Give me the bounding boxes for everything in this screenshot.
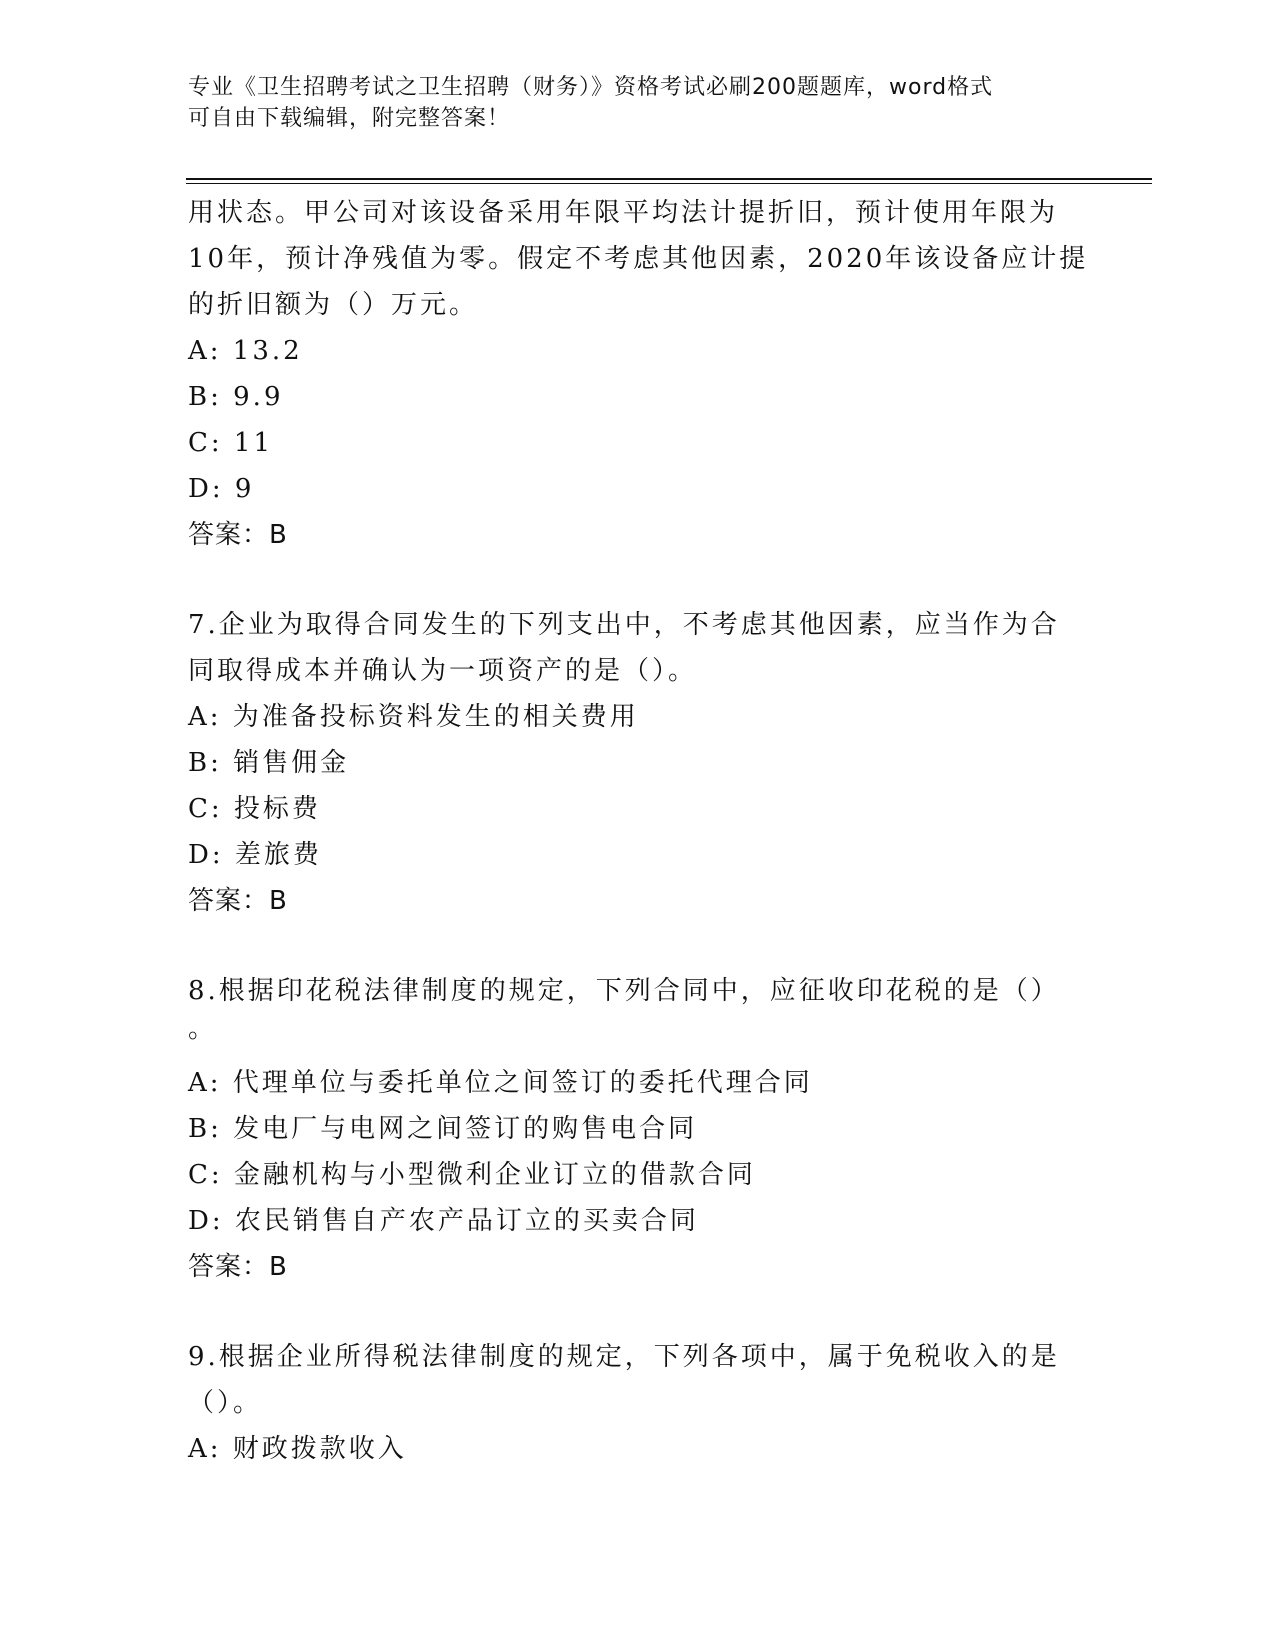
option-d: D: 9 <box>188 474 255 504</box>
option-a: A: 为准备投标资料发生的相关费用 <box>188 702 639 732</box>
question-text-line: （）。 <box>188 1388 263 1418</box>
option-d: D: 农民销售自产农产品订立的买卖合同 <box>188 1206 699 1236</box>
option-c: C: 金融机构与小型微利企业订立的借款合同 <box>188 1160 756 1190</box>
option-c: C: 11 <box>188 428 274 458</box>
option-a: A: 代理单位与委托单位之间签订的委托代理合同 <box>188 1068 813 1098</box>
spacer <box>188 924 1088 968</box>
option-a: A: 13.2 <box>188 336 303 366</box>
question-text-line: 10年，预计净残值为零。假定不考虑其他因素，2020年该设备应计提 <box>188 244 1089 274</box>
header-line-2: 可自由下载编辑，附完整答案！ <box>188 106 511 131</box>
spacer <box>188 558 1088 602</box>
question-text-line: 9.根据企业所得税法律制度的规定，下列各项中，属于免税收入的是 <box>188 1342 1060 1372</box>
question-text-line: 。 <box>188 1014 218 1044</box>
question-6 <box>188 190 1088 558</box>
question-text-line: 用状态。甲公司对该设备采用年限平均法计提折旧，预计使用年限为 <box>188 198 1059 228</box>
option-b: B: 发电厂与电网之间签订的购售电合同 <box>188 1114 698 1144</box>
question-text-line: 7.企业为取得合同发生的下列支出中，不考虑其他因素，应当作为合 <box>188 610 1060 640</box>
header-divider-thick <box>186 178 1152 180</box>
spacer <box>188 1290 1088 1334</box>
option-b: B: 销售佣金 <box>188 748 350 778</box>
option-c: C: 投标费 <box>188 794 321 824</box>
question-7 <box>188 602 1088 924</box>
option-b: B: 9.9 <box>188 382 284 412</box>
question-text-line: 的折旧额为（）万元。 <box>188 290 479 320</box>
question-content <box>188 190 1088 1472</box>
option-a: A: 财政拨款收入 <box>188 1434 407 1464</box>
header-divider-thin <box>186 183 1152 184</box>
question-text-line: 8.根据印花税法律制度的规定，下列合同中，应征收印花税的是（） <box>188 976 1060 1006</box>
document-header <box>188 72 1068 134</box>
question-9 <box>188 1334 1088 1472</box>
answer-label: 答案：B <box>188 520 288 550</box>
header-line-1: 专业《卫生招聘考试之卫生招聘（财务）》资格考试必刷200题题库，word格式 <box>188 75 994 100</box>
answer-label: 答案：B <box>188 1252 288 1282</box>
question-text-line: 同取得成本并确认为一项资产的是（）。 <box>188 656 698 686</box>
option-d: D: 差旅费 <box>188 840 322 870</box>
answer-label: 答案：B <box>188 886 288 916</box>
question-8 <box>188 968 1088 1290</box>
